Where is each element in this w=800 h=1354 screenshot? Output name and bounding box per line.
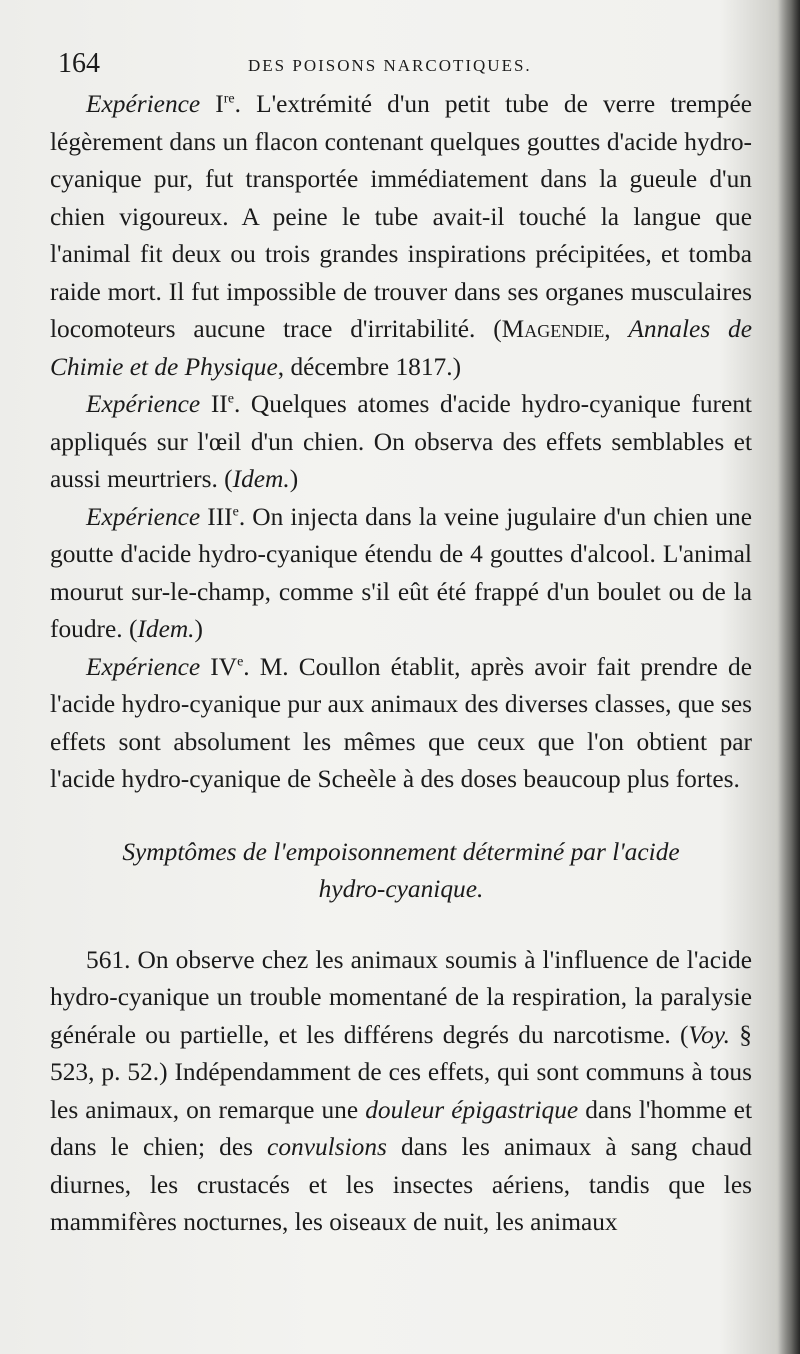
citation-tail: ) (289, 465, 299, 493)
experience-label: Expérience (86, 390, 201, 418)
emphasis-term: douleur épigastrique (365, 1095, 579, 1124)
voy-reference: Voy. (688, 1020, 731, 1049)
paragraph-experience-3 (50, 499, 752, 649)
experience-number: IV (210, 652, 238, 681)
experience-number: II (210, 390, 228, 418)
page-spine-shadow (778, 0, 800, 1354)
experience-ordinal: e (232, 504, 239, 520)
experience-label: Expérience (86, 90, 201, 118)
experience-label: Expérience (86, 652, 201, 681)
page-body (50, 86, 752, 1242)
paragraph-text: dans l'homme et dans le chien; des (50, 1095, 752, 1161)
experience-ordinal: e (227, 391, 234, 407)
experience-text: . Quelques atomes d'acide hydro-cyanique furent appliqués sur l'œil d'un chien. On observa des effets semblables et aussi meurtriers. ( (50, 390, 752, 493)
citation-reference: Idem. (137, 615, 195, 643)
paragraph-experience-1: Expérience Ire. L'extrémité d'un petit tube de verre trempée légèrement dans un flacon contenant quelques gouttes d'acide hydro-cyanique pur, fut transportée immédiatement dans la gueule d'un chien vigoureux. A peine le tube avait-il touché la langue que l'animal fit deux ou trois grandes inspirations précipitées, et tomba raide mort. Il fut impossible de trouver dans ses organes musculaires locomoteurs aucune trace d'irritabilité. (Magendie, Annales de Chimie et de Physique, décembre 1817.) (50, 90, 753, 381)
paragraph-experience-4 (50, 649, 752, 799)
experience-number: III (207, 502, 233, 531)
page-number: 164 (58, 48, 100, 79)
experience-number: I (215, 90, 224, 118)
experience-text: . On injecta dans la veine jugulaire d'un chien une goutte d'acide hydro-cyanique étendu de 4 gouttes d'alcool. L'animal mourut sur-le-champ, comme s'il eût été frappé d'un boulet ou de la foudre. ( (50, 502, 752, 643)
paragraph-text: § 523, p. 52.) Indépendamment de ces effets, qui sont communs à tous les animaux, on remarque une (50, 1020, 752, 1124)
page-header (58, 48, 758, 88)
section-heading-line-2: hydro-cyanique. (318, 874, 484, 903)
citation-reference: Idem. (232, 465, 290, 493)
citation-author: Magendie (501, 315, 605, 343)
paragraph-experience-2 (50, 386, 752, 499)
citation-tail: , décembre 1817.) (277, 352, 462, 381)
emphasis-term: convulsions (267, 1133, 387, 1161)
experience-ordinal: re (223, 91, 235, 107)
paragraph-text: dans les animaux à sang chaud diurnes, les crustacés et les insectes aériens, tandis que les mammifères nocturnes, les oiseaux de nuit, les animaux (50, 1133, 752, 1236)
paragraph-561 (50, 942, 752, 1242)
section-heading-line-1: Symptômes de l'empoisonnement déterminé par l'acide (122, 837, 680, 866)
paragraph-text: 561. On observe chez les animaux soumis à l'influence de l'acide hydro-cyanique un trouble momentané de la respiration, la paralysie générale ou partielle, et les différens degrés du narcotisme. ( (50, 945, 752, 1049)
citation-reference: Annales de Chimie et de Physique (50, 315, 753, 381)
experience-ordinal: e (237, 654, 244, 670)
experience-label: Expérience (86, 502, 201, 531)
citation-tail: ) (194, 615, 203, 643)
experience-text: . M. Coullon établit, après avoir fait prendre de l'acide hydro-cyanique pur aux animaux des diverses classes, que ses effets sont absolument les mêmes que ceux que l'on obtient par l'acide hydro-cyanique de Scheèle à des doses beaucoup plus fortes. (50, 652, 752, 793)
section-heading (50, 834, 752, 908)
running-head: DES POISONS NARCOTIQUES. (248, 56, 532, 75)
experience-text: . L'extrémité d'un petit tube de verre trempée légèrement dans un flacon contenant quelques gouttes d'acide hydro-cyanique pur, fut transportée immédiatement dans la gueule d'un chien vigoureux. A peine le tube avait-il touché la langue que l'animal fit deux ou trois grandes inspirations précipitées, et tomba raide mort. Il fut impossible de trouver dans ses organes musculaires locomoteurs aucune trace d'irritabilité. ( (50, 90, 752, 343)
